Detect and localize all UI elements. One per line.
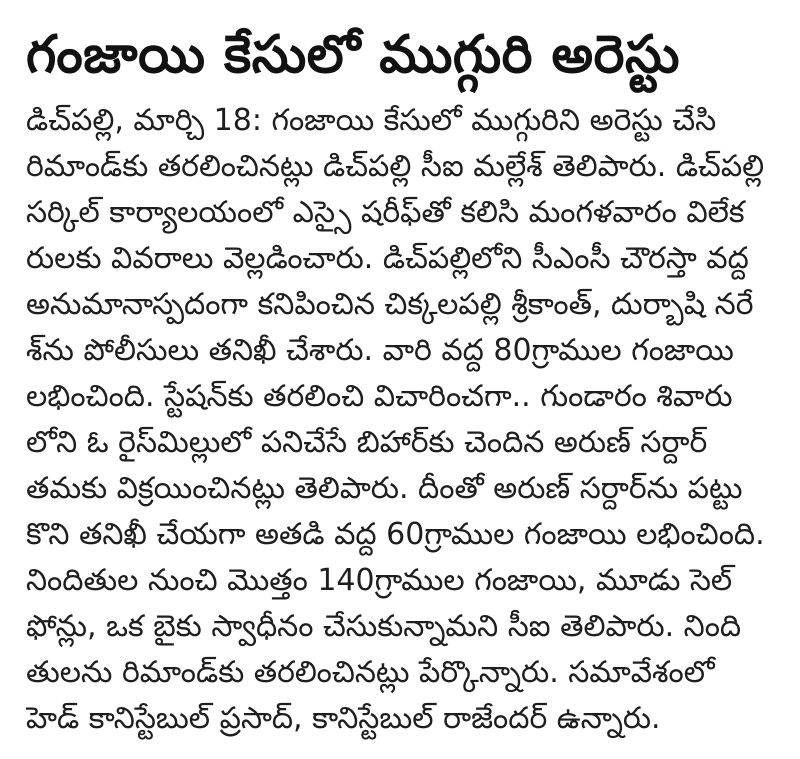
body-line: తమకు విక్రయించినట్లు తెలిపారు. దీంతో అరుణ్ సర్దార్‌ను పట్టు [26,471,743,506]
article-body [26,98,774,742]
body-line: లోని ఓ రైస్‌మిల్లులో పనిచేసే బిహార్‌కు చెందిన అరుణ్ సర్దార్ [26,425,708,460]
body-line: రిమాండ్‌కు తరలించినట్లు డిచ్‌పల్లి సీఐ మల్లేశ్ తెలిపారు. డిచ్‌పల్లి [26,149,765,184]
body-line: తులను రిమాండ్‌కు తరలించినట్లు పేర్కొన్నారు. సమావేశంలో [26,655,715,690]
body-line: డిచ్‌పల్లి, మార్చి 18: గంజాయి కేసులో ముగ్గురిని అరెస్టు చేసి [26,103,717,138]
body-line: ఫోన్లు, ఒక బైకు స్వాధీనం చేసుకున్నామని సీఐ తెలిపారు. నింది [26,609,742,644]
body-line: నిందితుల నుంచి మొత్తం 140గ్రాముల గంజాయి, మూడు సెల్ [26,563,733,598]
body-line: రులకు వివరాలు వెల్లడించారు. డిచ్‌పల్లిలోని సీఎంసీ చౌరస్తా వద్ద [26,241,749,276]
body-line: హెడ్ కానిస్టేబుల్ ప్రసాద్, కానిస్టేబుల్ రాజేందర్ ఉన్నారు. [26,701,661,736]
body-line: సర్కిల్ కార్యాలయంలో ఎస్సై షరీఫ్‌తో కలిసి మంగళవారం విలేక [26,195,745,230]
body-line: శ్‌ను పోలీసులు తనిఖీ చేశారు. వారి వద్ద 80గ్రాముల గంజాయి [26,333,734,368]
body-line: లభించింది. స్టేషన్‌కు తరలించి విచారించగా.. గుండారం శివారు [26,379,733,414]
article-headline: గంజాయి కేసులో ముగ్గురి అరెస్టు [26,25,680,85]
body-line: అనుమానాస్పదంగా కనిపించిన చిక్కలపల్లి శ్రీకాంత్, దుర్బాషి నరే [26,287,754,322]
body-line: కొని తనిఖీ చేయగా అతడి వద్ద 60గ్రాముల గంజాయి లభించింది. [26,517,765,552]
